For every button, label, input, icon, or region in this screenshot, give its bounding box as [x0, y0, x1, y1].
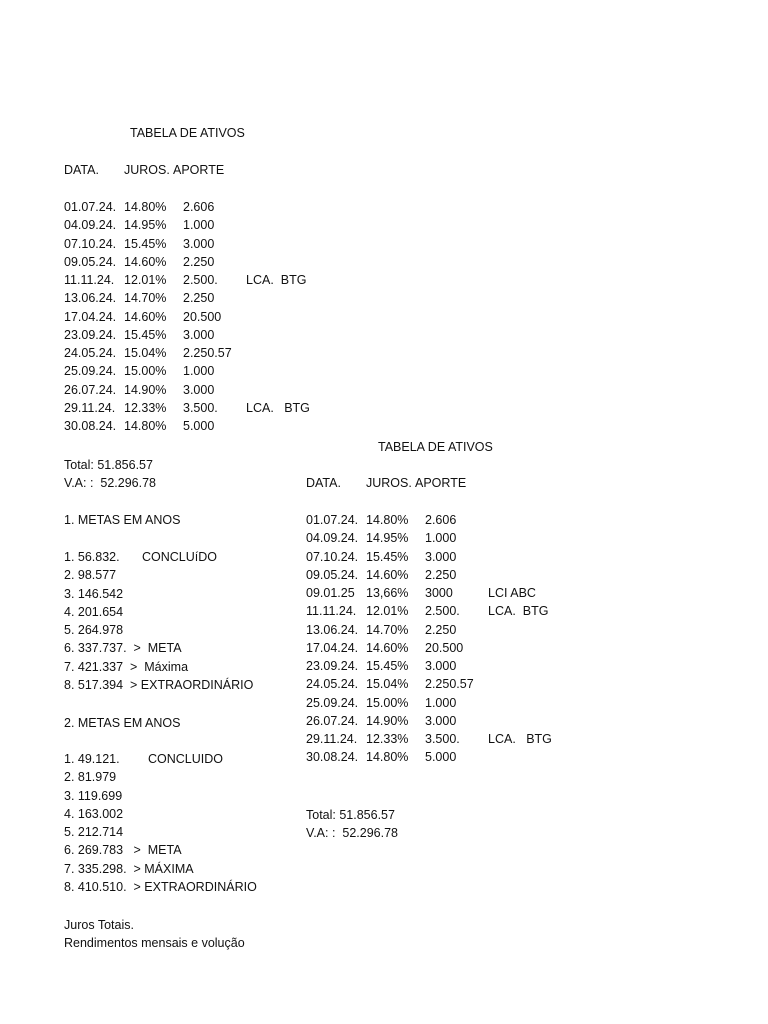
row-date: 09.05.24. — [64, 254, 117, 269]
row-date: 25.09.24. — [306, 695, 359, 710]
row-rate: 14.95% — [124, 218, 167, 233]
goal-value: 1. 56.832. — [64, 550, 120, 564]
goal-value: 6. 337.737. > META — [64, 641, 182, 656]
row-date: 07.10.24. — [64, 236, 117, 251]
row-date: 30.08.24. — [64, 419, 117, 433]
list-item — [64, 566, 304, 584]
row-amount: 3.000 — [183, 236, 215, 251]
row-amount: 5.000 — [425, 750, 457, 765]
list-item — [64, 823, 304, 841]
row-rate: 14.90% — [366, 713, 409, 728]
row-note: LCA. BTG — [488, 732, 552, 746]
row-amount: 2.250.57 — [183, 346, 232, 360]
header-juros: JUROS. — [124, 163, 170, 177]
header-data: DATA. — [64, 163, 99, 177]
goal-value: 1. 49.121. — [64, 752, 120, 766]
list-item — [64, 585, 304, 603]
row-amount: 3.500. — [183, 400, 218, 415]
table-row — [64, 271, 364, 289]
goal-value: 6. 269.783 > META — [64, 843, 182, 858]
metas2-heading: 2. METAS EM ANOS — [64, 716, 181, 730]
list-item — [64, 878, 304, 896]
row-amount: 1.000 — [183, 218, 215, 233]
row-amount: 2.606 — [425, 513, 457, 527]
row-date: 26.07.24. — [64, 382, 117, 397]
table-row — [306, 621, 606, 639]
row-amount: 20.500 — [183, 309, 222, 324]
footer-line2: Rendimentos mensais e volução — [64, 936, 245, 950]
list-item — [64, 860, 304, 878]
list-item — [64, 768, 304, 786]
row-rate: 14.80% — [124, 200, 167, 214]
row-date: 04.09.24. — [306, 531, 359, 546]
list-item — [64, 548, 304, 566]
table-row — [64, 216, 364, 234]
table-row — [306, 712, 606, 730]
row-rate: 14.60% — [124, 254, 167, 269]
goal-value: 5. 264.978 — [64, 623, 124, 637]
table-row — [64, 381, 364, 399]
header-data: DATA. — [306, 476, 341, 490]
goal-value: 2. 81.979 — [64, 770, 117, 785]
table-row — [306, 566, 606, 584]
table-row — [306, 657, 606, 675]
row-rate: 14.80% — [366, 513, 409, 527]
table-row — [64, 417, 364, 435]
goal-value: 8. 410.510. > EXTRAORDINÁRIO — [64, 879, 257, 894]
list-item — [64, 639, 304, 657]
row-rate: 12.01% — [124, 273, 167, 287]
metas1-heading: 1. METAS EM ANOS — [64, 513, 181, 527]
list-item — [64, 621, 304, 639]
row-rate: 12.33% — [124, 400, 167, 415]
table-row — [306, 511, 606, 529]
goal-value: 4. 163.002 — [64, 806, 124, 821]
row-rate: 15.45% — [124, 236, 167, 251]
row-date: 01.07.24. — [306, 513, 359, 527]
row-rate: 15.04% — [366, 677, 409, 692]
row-date: 23.09.24. — [64, 327, 117, 342]
row-date: 11.11.24. — [306, 604, 357, 619]
row-note: LCA. BTG — [246, 273, 307, 287]
row-rate: 15.45% — [124, 327, 167, 342]
list-item — [64, 676, 304, 694]
table-row — [306, 584, 606, 602]
row-amount: 3.500. — [425, 732, 460, 746]
row-amount: 1.000 — [425, 695, 457, 710]
row-date: 26.07.24. — [306, 713, 359, 728]
table-row — [306, 548, 606, 566]
row-amount: 2.500. — [183, 273, 218, 287]
table-row — [64, 399, 364, 417]
row-date: 07.10.24. — [306, 549, 359, 564]
row-date: 11.11.24. — [64, 273, 115, 287]
table-row — [306, 529, 606, 547]
table-row — [306, 675, 606, 693]
row-date: 17.04.24. — [306, 640, 359, 655]
goal-value: 5. 212.714 — [64, 825, 124, 839]
table-row — [306, 639, 606, 657]
table-row — [306, 602, 606, 620]
table-row — [64, 308, 364, 326]
row-amount: 20.500 — [425, 640, 464, 655]
row-rate: 14.95% — [366, 531, 409, 546]
row-amount: 2.250 — [183, 291, 215, 306]
row-date: 23.09.24. — [306, 659, 359, 673]
goal-value: 3. 119.699 — [64, 788, 123, 803]
row-note: LCA. BTG — [488, 604, 549, 619]
list-item — [64, 787, 304, 805]
header-aporte: APORTE — [415, 476, 467, 490]
header-juros: JUROS. — [366, 476, 412, 490]
right-table-header — [306, 474, 506, 492]
left-total: Total: 51.856.57 — [64, 458, 153, 472]
row-amount: 5.000 — [183, 419, 215, 433]
table-row — [64, 326, 364, 344]
row-date: 24.05.24. — [64, 346, 117, 360]
row-rate: 14.70% — [124, 291, 167, 306]
row-rate: 14.80% — [124, 419, 167, 433]
goal-value: 2. 98.577 — [64, 568, 117, 583]
row-amount: 2.250.57 — [425, 677, 474, 692]
row-date: 13.06.24. — [64, 291, 117, 306]
row-amount: 2.500. — [425, 604, 460, 619]
goal-value: 7. 421.337 > Máxima — [64, 659, 189, 674]
row-amount: 3.000 — [425, 713, 457, 728]
goal-value: 8. 517.394 > EXTRAORDINÁRIO — [64, 677, 254, 692]
table-row — [64, 198, 364, 216]
row-date: 25.09.24. — [64, 364, 117, 379]
list-item — [64, 750, 304, 768]
row-date: 29.11.24. — [64, 400, 116, 415]
list-item — [64, 658, 304, 676]
row-amount: 2.606 — [183, 200, 215, 214]
row-amount: 3.000 — [183, 382, 215, 397]
row-rate: 14.80% — [366, 750, 409, 765]
row-amount: 2.250 — [183, 254, 215, 269]
row-note: LCI ABC — [488, 586, 536, 600]
row-date: 09.05.24. — [306, 567, 359, 582]
row-date: 13.06.24. — [306, 622, 359, 637]
goal-value: 3. 146.542 — [64, 586, 124, 601]
table-row — [306, 730, 606, 748]
row-amount: 1.000 — [425, 531, 457, 546]
list-item — [64, 841, 304, 859]
row-date: 30.08.24. — [306, 750, 359, 765]
row-amount: 3.000 — [425, 659, 457, 673]
table-row — [64, 289, 364, 307]
left-table-title: TABELA DE ATIVOS — [130, 126, 245, 140]
footer-line1: Juros Totais. — [64, 918, 134, 932]
row-rate: 14.60% — [366, 567, 409, 582]
goal-status: CONCLUíDO — [142, 550, 218, 564]
row-rate: 13,66% — [366, 586, 409, 600]
row-rate: 12.33% — [366, 732, 409, 746]
table-row — [64, 362, 364, 380]
list-item — [64, 603, 304, 621]
table-row — [306, 694, 606, 712]
row-amount: 3.000 — [425, 549, 457, 564]
row-amount: 1.000 — [183, 364, 215, 379]
row-date: 01.07.24. — [64, 200, 117, 214]
row-rate: 14.90% — [124, 382, 167, 397]
goal-status: CONCLUIDO — [148, 752, 224, 766]
goal-value: 7. 335.298. > MÁXIMA — [64, 861, 194, 876]
row-rate: 14.60% — [366, 640, 409, 655]
right-va: V.A: : 52.296.78 — [306, 826, 398, 840]
right-table-title: TABELA DE ATIVOS — [378, 440, 493, 454]
row-amount: 3.000 — [183, 327, 215, 342]
row-rate: 15.04% — [124, 346, 167, 360]
right-total: Total: 51.856.57 — [306, 808, 395, 822]
header-aporte: APORTE — [173, 163, 225, 177]
row-rate: 15.45% — [366, 549, 409, 564]
row-amount: 2.250 — [425, 567, 457, 582]
row-date: 17.04.24. — [64, 309, 117, 324]
row-rate: 15.45% — [366, 659, 409, 673]
goal-value: 4. 201.654 — [64, 604, 124, 619]
row-date: 04.09.24. — [64, 218, 117, 233]
row-date: 29.11.24. — [306, 732, 358, 746]
list-item — [64, 805, 304, 823]
table-row — [64, 253, 364, 271]
table-row — [306, 748, 606, 766]
left-table-header — [64, 161, 264, 179]
row-amount: 2.250 — [425, 622, 457, 637]
left-va: V.A: : 52.296.78 — [64, 476, 156, 490]
table-row — [64, 235, 364, 253]
row-rate: 14.70% — [366, 622, 409, 637]
row-rate: 14.60% — [124, 309, 167, 324]
row-note: LCA. BTG — [246, 400, 310, 415]
row-date: 24.05.24. — [306, 677, 359, 692]
row-rate: 15.00% — [366, 695, 409, 710]
row-rate: 15.00% — [124, 364, 167, 379]
row-amount: 3000 — [425, 586, 453, 600]
table-row — [64, 344, 364, 362]
row-rate: 12.01% — [366, 604, 409, 619]
row-date: 09.01.25 — [306, 586, 355, 600]
